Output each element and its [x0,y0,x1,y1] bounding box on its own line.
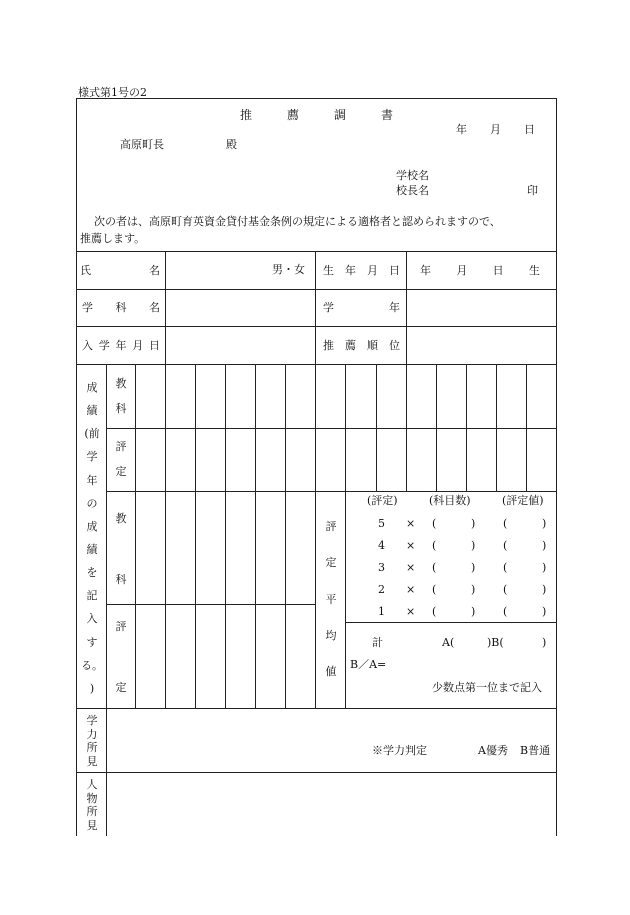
birthdate-label: 生 年 月 日 [323,263,400,277]
decimal-note: 少数点第一位まで記入 [432,681,542,694]
rating-label: 評 定 [115,440,127,478]
total-b: )B( [487,636,504,649]
grade-field[interactable] [407,290,555,325]
department-field[interactable] [166,290,314,325]
grades-section-label: 成 績 (前 学 年 の 成 績 を 記 入 す る。 ) [81,381,103,695]
recommendation-rank-field[interactable] [407,327,555,363]
birthdate-field[interactable]: 年 月 日 生 [420,263,540,277]
intro-text-line1: 次の者は、高原町育英資金貸付基金条例の規定による適格者と認められますので、 [94,215,501,228]
title-char: 書 [381,108,394,122]
personality-remarks-label: 人 物 所 見 [86,778,98,832]
option-normal[interactable]: B普通 [520,744,551,757]
enrollment-date-field[interactable] [166,327,314,363]
academic-judgment-label: ※学力判定 [372,744,427,757]
calc-header-count: (科目数) [429,494,471,507]
academic-remarks-label: 学 力 所 見 [86,714,98,768]
department-label: 学 科 名 [82,301,160,314]
grade-label: 学 年 [323,301,400,314]
title-char: 調 [334,108,347,122]
name-label: 氏 名 [80,263,160,277]
date-day: 日 [524,123,535,136]
recommendation-rank-label: 推 薦 順 位 [323,338,400,352]
intro-text-line2: 推薦します。 [80,232,146,245]
option-excellent[interactable]: A優秀 [478,744,508,757]
subject-label: 教 科 [115,377,127,415]
subject-label: 教 科 [115,512,127,586]
school-name-label: 学校名 [396,169,429,182]
personality-remarks-field[interactable] [108,774,555,834]
academic-remarks-field[interactable] [108,710,555,738]
addressee-honorific: 殿 [226,138,237,151]
seal-label: 印 [527,184,538,197]
addressee-name: 高原町長 [120,138,164,151]
date-month: 月 [490,123,501,136]
total-b-close: ) [542,636,547,649]
principal-label: 校長名 [396,184,429,197]
title-char: 推 [240,108,253,122]
name-field[interactable] [166,252,266,288]
form-number: 様式第1号の2 [78,86,147,99]
total-label: 計 [372,636,383,649]
calc-header-value: (評定値) [502,494,544,507]
calc-header-rating: (評定) [367,494,398,507]
rating-average-label: 評 定 平 均 値 [325,520,337,678]
date-year: 年 [456,123,467,136]
title-char: 薦 [287,108,300,122]
total-a: A( [442,636,455,649]
gender-options[interactable]: 男・女 [272,263,305,276]
ratio-label: B／A= [350,658,387,671]
rating-label: 評 定 [115,620,127,694]
enrollment-date-label: 入 学 年 月 日 [82,338,160,352]
